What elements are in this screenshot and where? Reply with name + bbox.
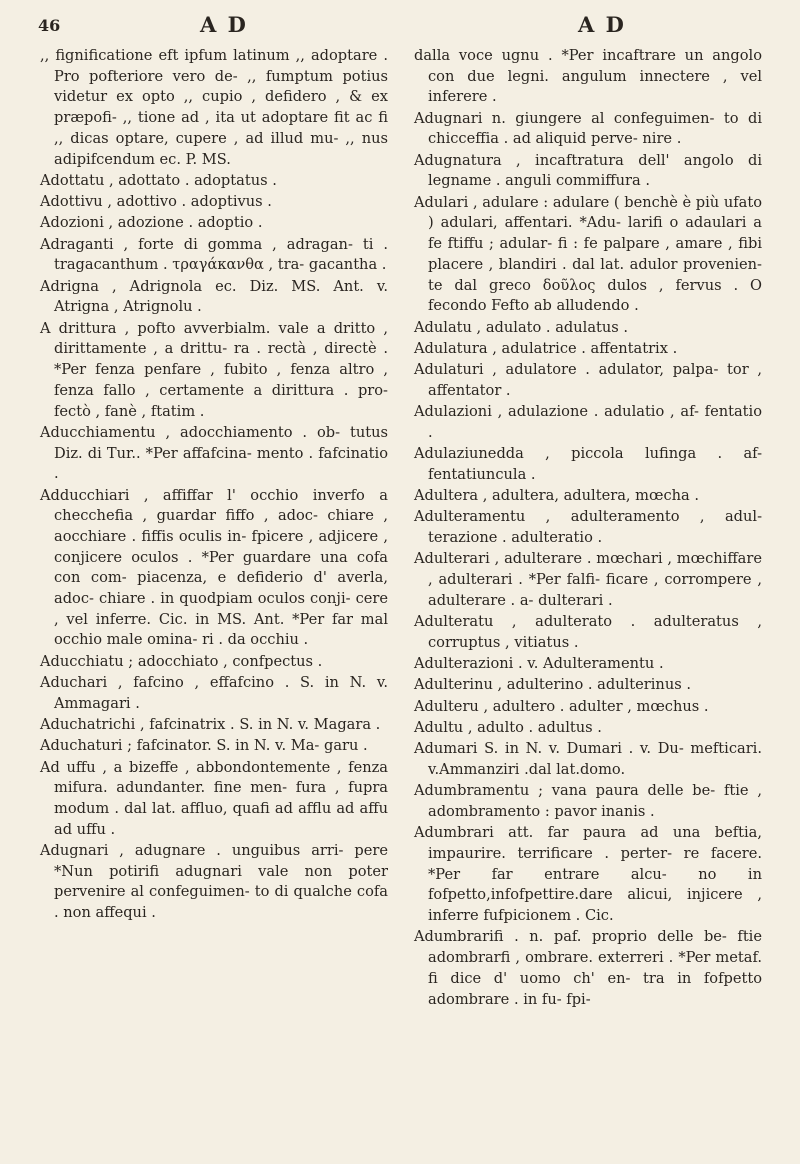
dictionary-entry: Adultera , adultera, adultera, mœcha . [414, 487, 699, 505]
dictionary-entry: Adottatu , adottato . adoptatus . [40, 171, 277, 189]
dictionary-entry: Adulaturi , adulatore . adulator, palpa- tor , affentator . [414, 361, 762, 399]
dictionary-entry: Adulterazioni . v. Adulteramentu . [414, 655, 664, 673]
dictionary-entry: Aducchiamentu , adocchiamento . ob- tutus Diz. di Tur.. *Per affafcina- mento . fafcinatio . [40, 423, 388, 483]
dictionary-entry: Adottivu , adottivo . adoptivus . [40, 193, 272, 211]
dictionary-entry: ,, fignificatione eft ipfum latinum ,, adoptare . Pro pofteriore vero de- ,, fumptum potius videtur ex opto ,, cupio , defidero , & ex præpofi- ,, tione ad , ita ut adoptare fit ac fi ,, dicas optare, cupere , ad illud mu- ,, nus adipifcendum ec. P. MS. [40, 47, 388, 168]
right-column [414, 46, 762, 1011]
dictionary-entry: Adumbrari att. far paura ad una beftia, impaurire. terrificare . perter- re facere. *Per far entrare alcu- no in fofpetto,infofpettire.dare alicui, injicere , inferre fufpicionem . Cic. [414, 824, 762, 925]
dictionary-entry: Adrigna , Adrignola ec. Diz. MS. Ant. v. Atrigna , Atrignolu . [40, 277, 388, 316]
dictionary-entry: Adulteratu , adulterato . adulteratus , corruptus , vitiatus . [414, 613, 762, 651]
dictionary-entry: Adultu , adulto . adultus . [414, 719, 602, 736]
dictionary-entry: Adulazioni , adulazione . adulatio , af- fentatio . [414, 403, 762, 441]
dictionary-entry: Adugnari n. giungere al confeguimen- to di chicceffia . ad aliquid perve- nire . [414, 109, 762, 148]
dictionary-entry: Adraganti , forte di gomma , adragan- ti . tragacanthum . τραγάκανθα , tra- gacantha . [40, 235, 388, 274]
dictionary-entry: Adugnatura , incaftratura dell' angolo di legname . anguli commiffura . [414, 151, 762, 190]
dictionary-entry: Adozioni , adozione . adoptio . [40, 214, 263, 232]
left-column [40, 46, 388, 924]
running-head-left: A D [200, 12, 248, 37]
dictionary-entry: Adulari , adulare : adulare ( benchè è più ufato ) adulari, affentari. *Adu- larifi o adaulari a fe ftiffu ; adular- fi : fe palpare , amare , fibi placere , blandiri . dal lat. adulor provenien- te dal greco δοῦλος dulos , fervus . O fecondo Fefto ab alludendo . [414, 193, 762, 315]
page-number: 46 [38, 16, 61, 35]
dictionary-entry: Adumbrarifi . n. paf. proprio delle be- ftie adombrarfi , ombrare. exterreri . *Per metaf. fi dice d' uomo ch' en- tra in fofpetto adombrare . in fu- fpi- [414, 928, 762, 1008]
dictionary-entry: Adducchiari , affiffar l' occhio inverfo a checchefia , guardar fiffo , adoc- chiare , aocchiare . fiffis oculis in- fpicere , adjicere , conjicere oculos . *Per guardare una cofa con com- piacenza, e defiderio d' averla, adoc- chiare . in quodpiam oculos conji- cere , vel inferre. Cic. in MS. Ant. *Per far mal occhio male omina- ri . da occhiu . [40, 486, 388, 649]
dictionary-entry: Adulterari , adulterare . mœchari , mœchiffare , adulterari . *Per falfi- ficare , corrompere , adulterare . a- dulterari . [414, 550, 762, 609]
dictionary-entry: Adulaziunedda , piccola lufinga . af- fentatiuncula . [414, 445, 762, 483]
dictionary-entry: Adulatura , adulatrice . affentatrix . [414, 339, 678, 357]
dictionary-entry: A drittura , pofto avverbialm. vale a dritto , dirittamente , a drittu- ra . rectà , directè . *Per fenza penfare , fubito , fenza altro , fenza fallo , certamente a dirittura . pro- fectò , fanè , ftatim . [40, 319, 388, 420]
dictionary-entry: Aduchari , fafcino , effafcino . S. in N. v. Ammagari . [40, 674, 388, 712]
dictionary-entry: Adulterinu , adulterino . adulterinus . [414, 676, 691, 694]
dictionary-entry: Adulatu , adulato . adulatus . [414, 318, 629, 336]
dictionary-entry: Adumari S. in N. v. Dumari . v. Du- mefticari. v.Ammanziri .dal lat.domo. [414, 740, 762, 778]
dictionary-entry: Aduchaturi ; fafcinator. S. in N. v. Ma- garu . [40, 737, 368, 755]
dictionary-entry: Adulteramentu , adulteramento , adul- terazione . adulteratio . [414, 508, 762, 547]
dictionary-entry: Adulteru , adultero . adulter , mœchus . [414, 697, 709, 715]
dictionary-entry: Adumbramentu ; vana paura delle be- ftie , adombramento : pavor inanis . [414, 782, 762, 820]
dictionary-entry: dalla voce ugnu . *Per incaftrare un angolo con due legni. angulum innectere , vel inferere . [414, 47, 762, 106]
dictionary-entry: Ad uffu , a bizeffe , abbondontemente , fenza mifura. adundanter. fine men- fura , fupra modum . dal lat. affluo, quafi ad afflu ad affu ad uffu . [40, 758, 388, 838]
dictionary-entry: Adugnari , adugnare . unguibus arri- pere *Nun potirifi adugnari vale non poter pervenire al confeguimen- to di qualche cofa . non affequi . [40, 842, 388, 922]
running-head-right: A D [578, 12, 626, 37]
dictionary-entry: Aduchatrichi , fafcinatrix . S. in N. v. Magara . [40, 716, 381, 734]
dictionary-entry: Aducchiatu ; adocchiato , confpectus . [40, 652, 323, 670]
